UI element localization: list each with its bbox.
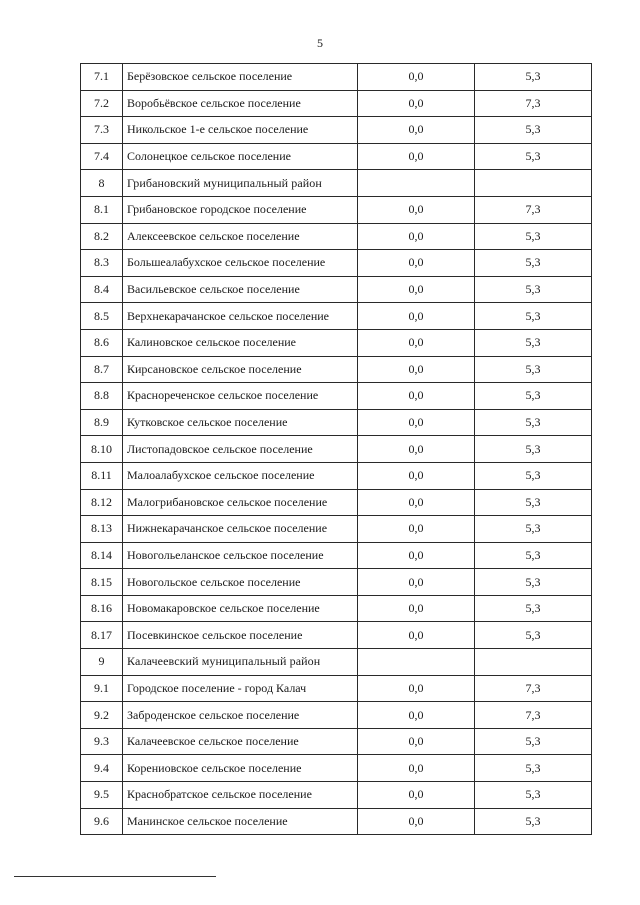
value-2-cell: 5,3	[475, 276, 592, 303]
value-2-cell: 5,3	[475, 462, 592, 489]
row-number-cell: 9.3	[81, 728, 123, 755]
row-name-cell: Краснобратское сельское поселение	[123, 782, 358, 809]
value-2-cell: 5,3	[475, 117, 592, 144]
value-2-cell: 5,3	[475, 516, 592, 543]
row-number-cell: 7.3	[81, 117, 123, 144]
value-1-cell: 0,0	[358, 808, 475, 835]
page-number: 5	[317, 36, 323, 50]
table-row	[81, 143, 592, 170]
table-row	[81, 329, 592, 356]
value-2-cell: 5,3	[475, 542, 592, 569]
value-1-cell: 0,0	[358, 117, 475, 144]
table-row	[81, 675, 592, 702]
value-1-cell: 0,0	[358, 436, 475, 463]
value-1-cell: 0,0	[358, 489, 475, 516]
row-name-cell: Калачеевское сельское поселение	[123, 728, 358, 755]
row-name-cell: Новогольское сельское поселение	[123, 569, 358, 596]
value-2-cell: 5,3	[475, 728, 592, 755]
value-1-cell: 0,0	[358, 782, 475, 809]
row-name-cell: Калачеевский муниципальный район	[123, 649, 358, 676]
value-2-cell: 5,3	[475, 808, 592, 835]
row-name-cell: Большеалабухское сельское поселение	[123, 250, 358, 277]
value-1-cell: 0,0	[358, 542, 475, 569]
value-1-cell: 0,0	[358, 250, 475, 277]
value-2-cell	[475, 649, 592, 676]
row-number-cell: 7.2	[81, 90, 123, 117]
value-1-cell: 0,0	[358, 622, 475, 649]
row-number-cell: 9.2	[81, 702, 123, 729]
value-1-cell: 0,0	[358, 90, 475, 117]
value-2-cell: 5,3	[475, 755, 592, 782]
value-2-cell: 7,3	[475, 90, 592, 117]
row-name-cell: Нижнекарачанское сельское поселение	[123, 516, 358, 543]
row-number-cell: 8.7	[81, 356, 123, 383]
row-name-cell: Краснореченское сельское поселение	[123, 383, 358, 410]
row-name-cell: Кутковское сельское поселение	[123, 409, 358, 436]
table-row	[81, 622, 592, 649]
value-1-cell: 0,0	[358, 728, 475, 755]
table-row	[81, 276, 592, 303]
value-2-cell: 5,3	[475, 329, 592, 356]
row-name-cell: Алексеевское сельское поселение	[123, 223, 358, 250]
table-row	[81, 702, 592, 729]
table-row	[81, 436, 592, 463]
value-1-cell: 0,0	[358, 64, 475, 91]
row-name-cell: Заброденское сельское поселение	[123, 702, 358, 729]
value-2-cell: 5,3	[475, 143, 592, 170]
table-row	[81, 728, 592, 755]
table-row	[81, 170, 592, 197]
value-1-cell: 0,0	[358, 516, 475, 543]
value-2-cell: 7,3	[475, 675, 592, 702]
table-row	[81, 542, 592, 569]
value-1-cell: 0,0	[358, 276, 475, 303]
table-row	[81, 250, 592, 277]
row-name-cell: Солонецкое сельское поселение	[123, 143, 358, 170]
row-name-cell: Калиновское сельское поселение	[123, 329, 358, 356]
table-row	[81, 409, 592, 436]
value-1-cell: 0,0	[358, 383, 475, 410]
value-1-cell: 0,0	[358, 303, 475, 330]
row-name-cell: Васильевское сельское поселение	[123, 276, 358, 303]
table-row	[81, 516, 592, 543]
row-number-cell: 8.12	[81, 489, 123, 516]
row-name-cell: Грибановское городское поселение	[123, 196, 358, 223]
table-row	[81, 383, 592, 410]
row-number-cell: 8.11	[81, 462, 123, 489]
row-name-cell: Грибановский муниципальный район	[123, 170, 358, 197]
row-number-cell: 9.4	[81, 755, 123, 782]
row-number-cell: 8.16	[81, 595, 123, 622]
row-name-cell: Корениовское сельское поселение	[123, 755, 358, 782]
row-number-cell: 8.1	[81, 196, 123, 223]
row-name-cell: Воробьёвское сельское поселение	[123, 90, 358, 117]
value-2-cell: 5,3	[475, 622, 592, 649]
value-2-cell: 5,3	[475, 303, 592, 330]
value-2-cell: 5,3	[475, 356, 592, 383]
row-name-cell: Верхнекарачанское сельское поселение	[123, 303, 358, 330]
row-number-cell: 8.9	[81, 409, 123, 436]
row-number-cell: 8.6	[81, 329, 123, 356]
table-row	[81, 489, 592, 516]
table-row	[81, 90, 592, 117]
row-name-cell: Новомакаровское сельское поселение	[123, 595, 358, 622]
row-number-cell: 9	[81, 649, 123, 676]
table-row	[81, 649, 592, 676]
row-number-cell: 8.10	[81, 436, 123, 463]
table-row	[81, 356, 592, 383]
row-number-cell: 8.5	[81, 303, 123, 330]
value-2-cell: 5,3	[475, 569, 592, 596]
value-1-cell: 0,0	[358, 675, 475, 702]
value-2-cell: 5,3	[475, 595, 592, 622]
settlements-table	[80, 63, 592, 835]
value-2-cell: 5,3	[475, 782, 592, 809]
value-1-cell: 0,0	[358, 329, 475, 356]
row-number-cell: 9.1	[81, 675, 123, 702]
row-name-cell: Кирсановское сельское поселение	[123, 356, 358, 383]
row-name-cell: Никольское 1-е сельское поселение	[123, 117, 358, 144]
value-1-cell	[358, 649, 475, 676]
row-number-cell: 8.14	[81, 542, 123, 569]
table-row	[81, 595, 592, 622]
value-2-cell: 5,3	[475, 64, 592, 91]
table-row	[81, 64, 592, 91]
row-name-cell: Манинское сельское поселение	[123, 808, 358, 835]
value-1-cell: 0,0	[358, 595, 475, 622]
row-name-cell: Городское поселение - город Калач	[123, 675, 358, 702]
row-number-cell: 8.13	[81, 516, 123, 543]
value-2-cell: 5,3	[475, 223, 592, 250]
footnote-divider	[14, 876, 216, 877]
value-1-cell: 0,0	[358, 196, 475, 223]
row-name-cell: Берёзовское сельское поселение	[123, 64, 358, 91]
table-row	[81, 462, 592, 489]
value-2-cell: 5,3	[475, 383, 592, 410]
value-1-cell: 0,0	[358, 755, 475, 782]
value-2-cell: 5,3	[475, 409, 592, 436]
row-name-cell: Листопадовское сельское поселение	[123, 436, 358, 463]
row-number-cell: 8	[81, 170, 123, 197]
row-number-cell: 9.5	[81, 782, 123, 809]
value-2-cell: 5,3	[475, 250, 592, 277]
value-1-cell: 0,0	[358, 462, 475, 489]
value-2-cell	[475, 170, 592, 197]
row-number-cell: 8.17	[81, 622, 123, 649]
table-row	[81, 782, 592, 809]
value-2-cell: 7,3	[475, 702, 592, 729]
row-number-cell: 8.2	[81, 223, 123, 250]
value-1-cell: 0,0	[358, 223, 475, 250]
row-number-cell: 8.4	[81, 276, 123, 303]
table-row	[81, 223, 592, 250]
table-row	[81, 196, 592, 223]
row-number-cell: 7.1	[81, 64, 123, 91]
value-1-cell: 0,0	[358, 143, 475, 170]
value-2-cell: 5,3	[475, 489, 592, 516]
value-1-cell: 0,0	[358, 409, 475, 436]
table-row	[81, 808, 592, 835]
row-name-cell: Посевкинское сельское поселение	[123, 622, 358, 649]
table-row	[81, 755, 592, 782]
table-row	[81, 117, 592, 144]
value-2-cell: 5,3	[475, 436, 592, 463]
table-row	[81, 569, 592, 596]
value-1-cell: 0,0	[358, 356, 475, 383]
row-name-cell: Малоалабухское сельское поселение	[123, 462, 358, 489]
row-number-cell: 8.15	[81, 569, 123, 596]
value-2-cell: 7,3	[475, 196, 592, 223]
value-1-cell: 0,0	[358, 702, 475, 729]
table-body	[81, 64, 592, 835]
value-1-cell	[358, 170, 475, 197]
row-number-cell: 7.4	[81, 143, 123, 170]
row-name-cell: Новогольеланское сельское поселение	[123, 542, 358, 569]
value-1-cell: 0,0	[358, 569, 475, 596]
row-name-cell: Малогрибановское сельское поселение	[123, 489, 358, 516]
row-number-cell: 8.8	[81, 383, 123, 410]
row-number-cell: 8.3	[81, 250, 123, 277]
row-number-cell: 9.6	[81, 808, 123, 835]
table-row	[81, 303, 592, 330]
